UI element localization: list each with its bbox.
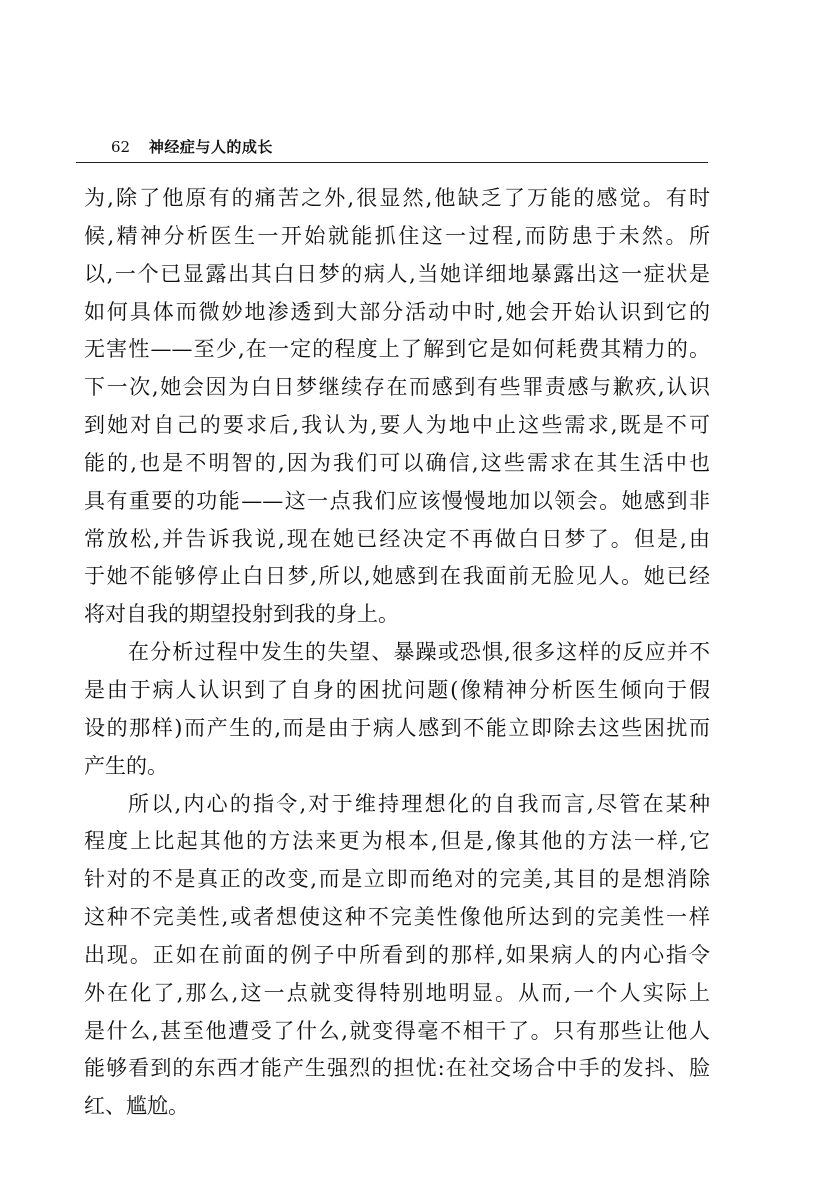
text-line: 常放松,并告诉我说,现在她已经决定不再做白日梦了。但是,由 xyxy=(84,526,710,551)
text-line: 红、尴尬。 xyxy=(84,1094,189,1119)
text-line: 是什么,甚至他遭受了什么,就变得毫不相干了。只有那些让他人 xyxy=(84,1018,710,1043)
page-number: 62 xyxy=(111,138,131,156)
text-line: 这种不完美性,或者想使这种不完美性像他所达到的完美性一样 xyxy=(84,905,710,930)
body-text xyxy=(84,180,710,1126)
text-line: 无害性——至少,在一定的程度上了解到它是如何耗费其精力的。 xyxy=(84,337,710,362)
text-line: 下一次,她会因为白日梦继续存在而感到有些罪责感与歉疚,认识 xyxy=(84,375,710,400)
text-line: 程度上比起其他的方法来更为根本,但是,像其他的方法一样,它 xyxy=(84,829,710,854)
text-line: 针对的不是真正的改变,而是立即而绝对的完美,其目的是想消除 xyxy=(84,867,710,892)
text-line: 到她对自己的要求后,我认为,要人为地中止这些需求,既是不可 xyxy=(84,413,710,438)
text-line: 设的那样)而产生的,而是由于病人感到不能立即除去这些困扰而 xyxy=(84,715,710,740)
paragraph-first-line: 所以,内心的指令,对于维持理想化的自我而言,尽管在某种 xyxy=(128,791,710,816)
text-line: 能的,也是不明智的,因为我们可以确信,这些需求在其生活中也 xyxy=(84,450,710,475)
text-line: 以,一个已显露出其白日梦的病人,当她详细地暴露出这一症状是 xyxy=(84,261,710,286)
running-head xyxy=(111,136,711,160)
header-rule xyxy=(76,162,708,163)
text-line: 是由于病人认识到了自身的困扰问题(像精神分析医生倾向于假 xyxy=(84,677,710,702)
text-line: 候,精神分析医生一开始就能抓住这一过程,而防患于未然。所 xyxy=(84,223,710,248)
text-line: 外在化了,那么,这一点就变得特别地明显。从而,一个人实际上 xyxy=(84,980,710,1005)
text-line: 产生的。 xyxy=(84,753,168,778)
paragraph-first-line: 在分析过程中发生的失望、暴躁或恐惧,很多这样的反应并不 xyxy=(128,640,710,665)
text-line: 将对自我的期望投射到我的身上。 xyxy=(84,602,399,627)
text-line: 为,除了他原有的痛苦之外,很显然,他缺乏了万能的感觉。有时 xyxy=(84,186,710,210)
text-line: 能够看到的东西才能产生强烈的担忧:在社交场合中手的发抖、脸 xyxy=(84,1056,710,1081)
text-line: 于她不能够停止白日梦,所以,她感到在我面前无脸见人。她已经 xyxy=(84,564,710,589)
book-title: 神经症与人的成长 xyxy=(148,138,273,156)
text-line: 出现。正如在前面的例子中所看到的那样,如果病人的内心指令 xyxy=(84,942,710,967)
text-line: 如何具体而微妙地渗透到大部分活动中时,她会开始认识到它的 xyxy=(84,299,710,324)
text-line: 具有重要的功能——这一点我们应该慢慢地加以领会。她感到非 xyxy=(84,488,710,513)
